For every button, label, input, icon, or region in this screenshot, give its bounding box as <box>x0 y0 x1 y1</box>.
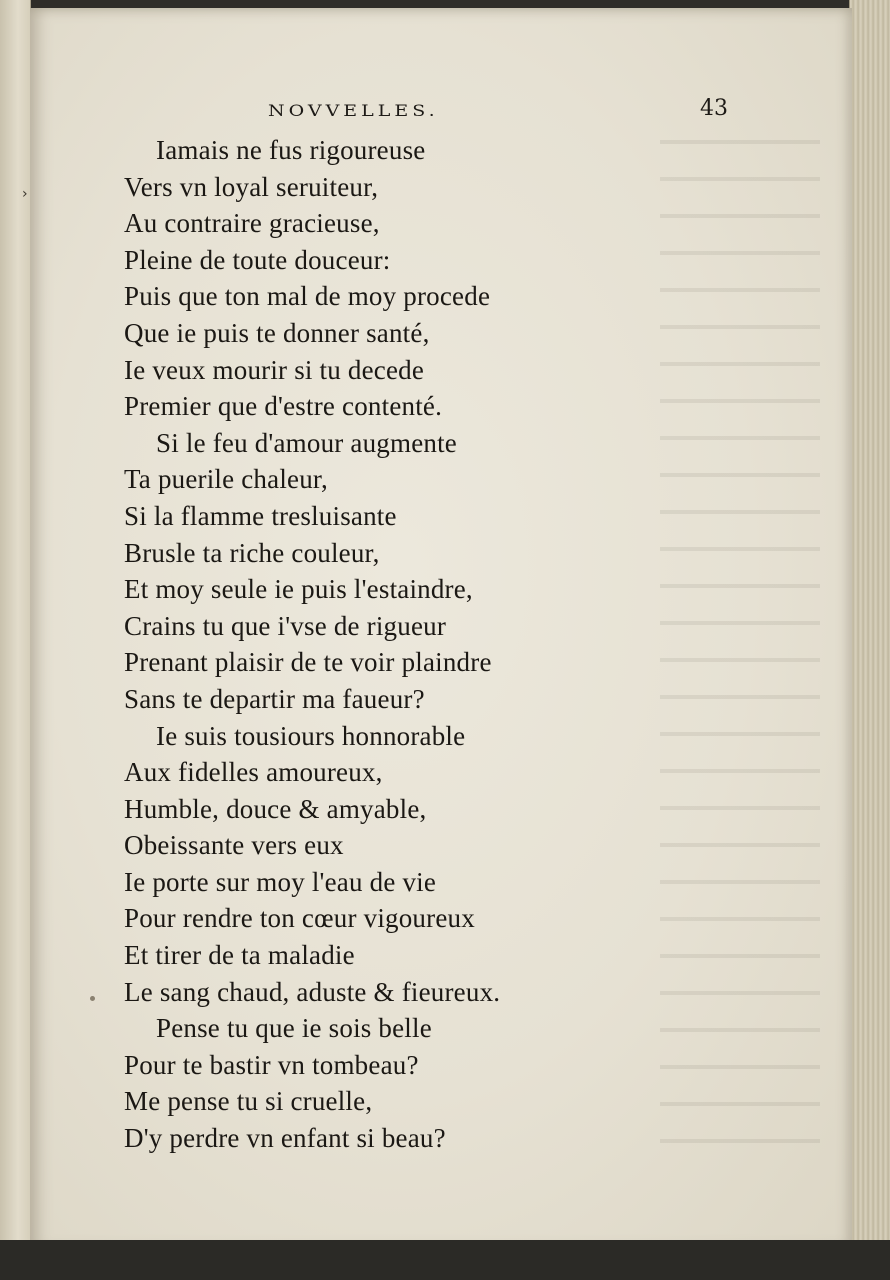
poem-line: Puis que ton mal de moy procede <box>124 281 491 312</box>
poem-line: Pour te bastir vn tombeau? <box>124 1049 419 1080</box>
poem-line: Humble, douce & amyable, <box>124 793 427 824</box>
margin-tick-mark: › <box>22 186 28 202</box>
poem-line: Que ie puis te donner santé, <box>124 317 430 348</box>
background-surface <box>0 1240 890 1280</box>
poem-line: Pour rendre ton cœur vigoureux <box>124 903 475 934</box>
poem-line: Ie suis tousiours honnorable <box>156 720 466 751</box>
poem-line: Le sang chaud, aduste & fieureux. <box>124 976 501 1007</box>
poem-line: Vers vn loyal seruiteur, <box>124 171 379 202</box>
poem-line: Sans te departir ma faueur? <box>124 683 425 714</box>
poem-line: Crains tu que i'vse de rigueur <box>124 610 447 641</box>
running-title: NOVVELLES. <box>268 101 439 121</box>
poem-line: Iamais ne fus rigoureuse <box>156 135 426 165</box>
poem-text <box>124 132 500 1157</box>
poem-line: Pleine de toute douceur: <box>124 244 391 275</box>
poem-line: Premier que d'estre contenté. <box>124 391 443 422</box>
poem-line: Ie veux mourir si tu decede <box>124 354 425 385</box>
show-through-text <box>660 118 820 1158</box>
poem-line: Aux fidelles amoureux, <box>124 757 383 788</box>
poem-line: Prenant plaisir de te voir plaindre <box>124 647 492 678</box>
poem-line: Me pense tu si cruelle, <box>124 1086 373 1117</box>
page-number: 43 <box>700 96 728 121</box>
poem-line: D'y perdre vn enfant si beau? <box>124 1123 446 1154</box>
poem-line: Si le feu d'amour augmente <box>156 427 457 458</box>
poem-line: Si la flamme tresluisante <box>124 500 397 531</box>
poem-line: Brusle ta riche couleur, <box>124 537 380 568</box>
poem-line: Ie porte sur moy l'eau de vie <box>124 866 437 897</box>
poem-line: Pense tu que ie sois belle <box>156 1013 432 1044</box>
poem-line: Obeissante vers eux <box>124 830 344 861</box>
margin-dot <box>90 996 95 1001</box>
poem-line: Au contraire gracieuse, <box>124 208 380 239</box>
poem-line: Et tirer de ta maladie <box>124 940 355 971</box>
poem-line: Ta puerile chaleur, <box>124 464 328 495</box>
page-stack-edges <box>849 0 890 1250</box>
poem-line: Et moy seule ie puis l'estaindre, <box>124 574 473 605</box>
